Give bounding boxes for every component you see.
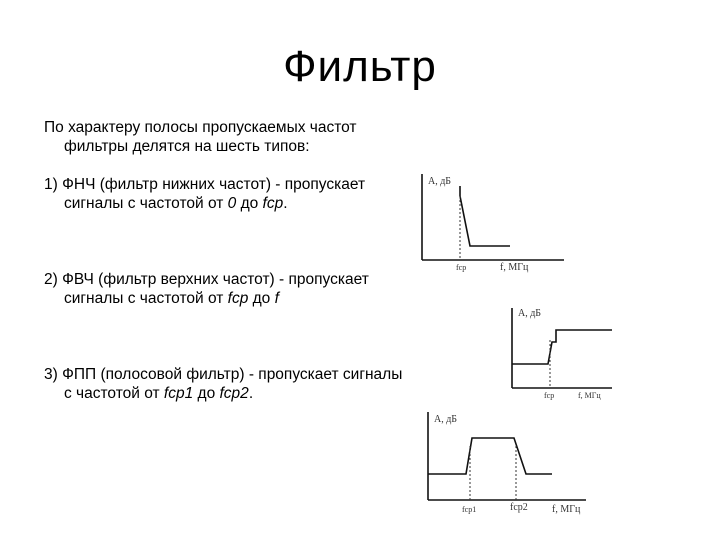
item-highpass-to: f	[274, 290, 279, 307]
item-highpass-from: fср	[227, 290, 249, 307]
item-bandpass-to: fср2	[219, 385, 249, 402]
bandpass-ylabel: A, дБ	[434, 414, 458, 425]
lowpass-ylabel: A, дБ	[428, 176, 452, 187]
bandpass-tick2: fср2	[510, 502, 528, 513]
lowpass-xlabel: f, МГц	[500, 262, 529, 273]
item-highpass-text: 2) ФВЧ (фильтр верхних частот) - пропускает сигналы с частотой от	[44, 271, 369, 307]
item-bandpass-end: .	[248, 385, 254, 402]
highpass-tick: fср	[544, 391, 555, 400]
item-lowpass-mid: до	[236, 195, 263, 212]
item-bandpass-text: 3) ФПП (полосовой фильтр) - пропускает сигналы с частотой от	[44, 366, 403, 402]
intro-paragraph: По характеру полосы пропускаемых частот фильтры делятся на шесть типов:	[44, 119, 357, 155]
highpass-xlabel: f, МГц	[578, 391, 601, 400]
item-lowpass-to: fср	[262, 195, 284, 212]
lowpass-figure	[414, 166, 574, 278]
item-highpass-mid: до	[248, 290, 275, 307]
item-lowpass-end: .	[283, 195, 288, 212]
highpass-ylabel: A, дБ	[518, 308, 542, 319]
slide-title: Фильтр	[283, 42, 437, 91]
highpass-figure	[502, 302, 620, 406]
lowpass-tick: fср	[456, 263, 467, 272]
bandpass-tick1: fср1	[462, 505, 477, 514]
item-lowpass-from: 0	[227, 195, 237, 212]
item-lowpass-text: 1) ФНЧ (фильтр нижних частот) - пропускает сигналы с частотой от	[44, 176, 366, 212]
item-bandpass	[44, 365, 404, 403]
item-bandpass-from: fср1	[163, 385, 194, 402]
item-bandpass-mid: до	[193, 385, 220, 402]
slide-body	[44, 118, 404, 403]
item-highpass	[44, 270, 404, 308]
bandpass-figure	[414, 406, 594, 518]
item-lowpass	[44, 175, 404, 213]
bandpass-xlabel: f, МГц	[552, 504, 581, 515]
